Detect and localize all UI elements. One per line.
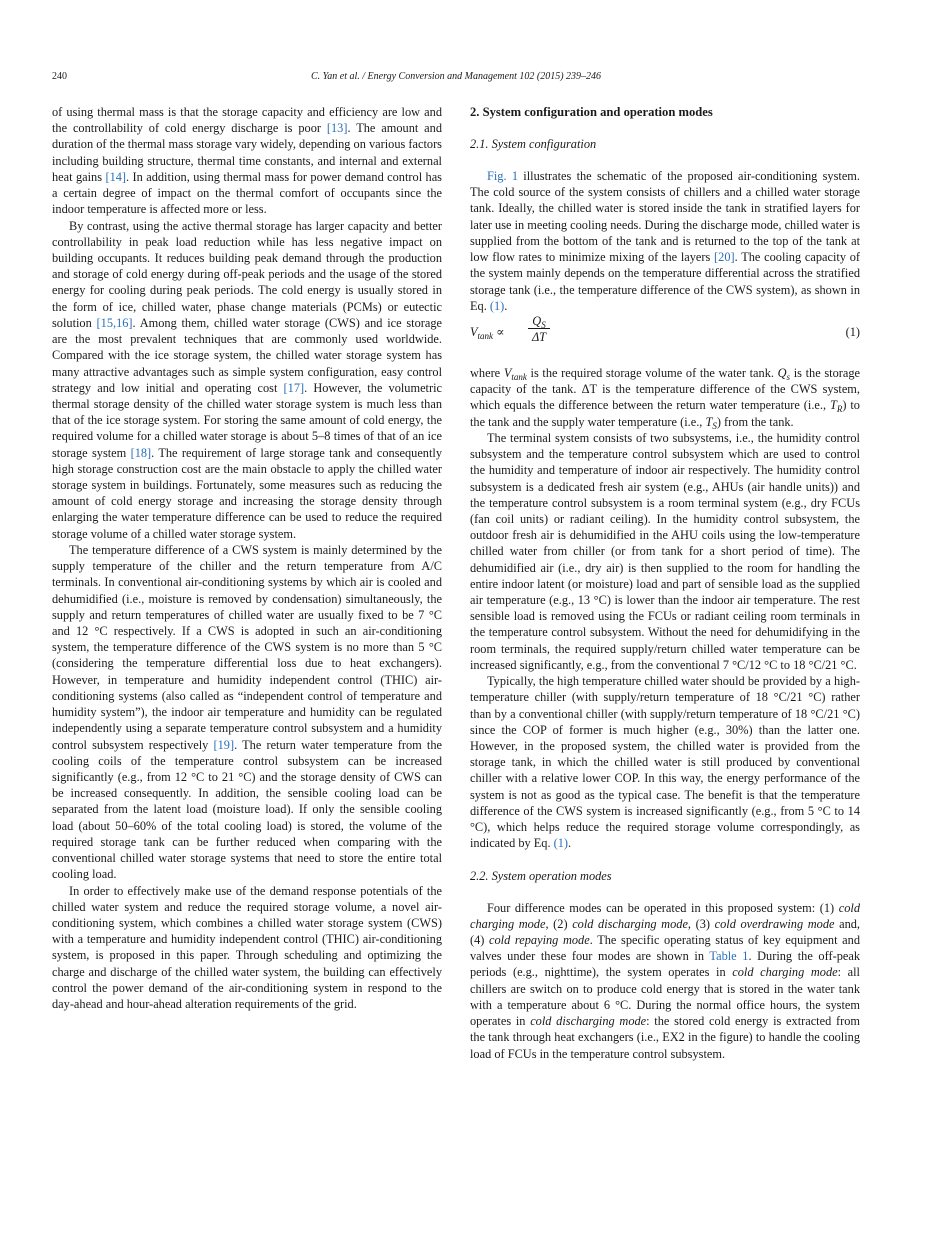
paragraph-terminal-system: The terminal system consists of two subsystems, i.e., the humidity control subsystem and the temperature control subsystem which are used to control the humidity and temperature of indoor air respectively. The humidity control subsystem is a dedicated fresh air system (e.g., AHUs (air handle units)) and the temperature control subsystem is a room terminal system (e.g., dry FCUs (fan coil units) or radiant ceiling). In the humidity control subsystem, the outdoor fresh air is dehumidified in the AHU coils using the low-temperature chilled water from chiller (or from tank for a short period of time). The dehumidified air (i.e., dry air) is then supplied to the room for handling the entire indoor latent (or moisture) load and part of sensible load as the supplied air temperature (e.g., 13 °C) is lower than the indoor air temperature. The rest sensible load is removed using the FCUs or radiant ceiling room terminals in the temperature control subsystem. Without the need for dehumidifying in the room terminals, the required supply/return chilled water temperature can be increased significantly, e.g., from the conventional 7 °C/12 °C to 18 °C/21 °C. <box>470 430 860 672</box>
equation-lhs: $V_{tank}$ ∝ <box>470 324 505 341</box>
paragraph-active-storage: By contrast, using the active thermal storage has larger capacity and better controllability in peak load reduction while has less negative impact on building occupants. It reduces building peak demand through the production and storage of cold energy during off-peak periods and the usage of the stored energy for cooling during peak periods. The cold energy is usually stored in the form of ice, chilled water, phase change materials (PCMs) or eutectic solution [15,16]. Among them, chilled water storage (CWS) and ice storage are the most prevalent techniques that are commonly used worldwide. Compared with the ice storage system, the chilled water storage system has many attractive advantages such as simple system configuration, easy control strategy and low initial and operating cost [17]. However, the volumetric thermal storage density of the chilled water storage system is much less than that of the ice storage system. For storing the same amount of cold energy, the required volume for a chilled water storage is about 5–8 times of that of an ice storage system [18]. The requirement of large storage tank and consequently high storage construction cost are the main obstacle to apply the chilled water storage system in buildings. Fortunately, some measures such as reducing the amount of cold energy storage and increasing the storage density through enlarging the water temperature difference can be used to reduce the required storage volume of a chilled water storage system. <box>52 218 443 541</box>
paragraph-thermal-mass: of using thermal mass is that the storage capacity and efficiency are low and the controllability of cold energy discharge is poor [13]. The amount and duration of the thermal mass storage vary widely, depending on various factors including building structure, thermal time constants, and internal and external heat gains [14]. In addition, using thermal mass for power demand control has a certain degree of impact on the thermal comfort of occupants since the indoor temperature is affected more or less. <box>52 105 442 217</box>
paragraph-operation-modes: Four difference modes can be operated in this proposed system: (1) cold charging mode, (2) cold discharging mode, (3) cold overdrawing mode and, (4) cold repaying mode. The specific operating status of key equipment and valves under these four modes are shown in Table 1. During the off-peak periods (e.g., nighttime), the system operates in cold charging mode: all chillers are switch on to produce cold energy that is stored in the water tank with a temperature about 6 °C. During the normal office hours, the system operates in cold discharging mode: the stored cold energy is extracted from the tank through heat exchangers (i.e., EX2 in the figure) to handle the cooling load of FCUs in the temperature control subsystem. <box>470 900 861 1061</box>
paragraph-equation-explanation: where $V_{tank}$ is the required storage volume of the water tank. $Q_s$ is the storage capacity of the tank. ΔT is the temperature difference of the CWS system, which equals the difference between the return water temperature (i.e., $T_R$) to the tank and the supply water temperature (i.e., $T_S$) from the tank. <box>470 365 860 431</box>
citation-19[interactable]: [19] <box>213 737 235 752</box>
section-title: 2. System configuration and operation modes <box>470 105 713 119</box>
citation-14[interactable]: [14] <box>105 169 127 184</box>
paragraph-temperature-difference: The temperature difference of a CWS system is mainly determined by the supply temperature of the chiller and the return temperature from A/C terminals. In conventional air-conditioning systems by which air is cooled and dehumidified (i.e., moisture is removed by condensation) simultaneously, the supply and return temperatures of chilled water are usually fixed to be 7 °C and 12 °C respectively. If a CWS is adopted in such an air-conditioning system, the temperature difference of the CWS system is no more than 5 °C (considering the temperature differential loss due to heat exchangers). However, in temperature and humidity independent control (THIC) air-conditioning systems (also called as “independent control of temperature and humidity system”), the indoor air temperature and humidity can be regulated independently using a separate temperature control subsystem and a humidity control subsystem respectively [19]. The return water temperature from the cooling coils of the temperature control subsystem can be increased significantly (e.g., from 12 °C to 21 °C) and the storage density of CWS can be increased consequently. In addition, the sensible cooling load can be separated from the latent load (moisture load). If only the sensible cooling load (about 50–60% of the total cooling load) is stored, the volume of the required storage tank can be further reduced when comparing with the conventional chilled water storage systems that need to store the entire total cooling load. <box>52 542 442 882</box>
citation-18[interactable]: [18] <box>130 445 152 460</box>
paragraph-configuration: Fig. 1 illustrates the schematic of the proposed air-conditioning system. The cold source of the system consists of chillers and a chilled water storage tank. Ideally, the chilled water is stored inside the tank in stratified layers for later use in meeting cooling needs. During the discharge mode, chilled water is supplied from the bottom of the tank and is returned to the top of the tank at low flow rates to minimize mixing of the layers [20]. The cooling capacity of the system mainly depends on the temperature differential across the stratified storage tank (i.e., the temperature difference of the CWS system), as shown in Eq. (1). <box>470 169 860 313</box>
page-header <box>52 71 860 89</box>
paragraph-proposed-system: In order to effectively make use of the demand response potentials of the chilled water system and reduce the required storage volume, a novel air-conditioning system, which combines a chilled water storage system (CWS) with a temperature and humidity independent control (THIC) air-conditioning system, is proposed in this paper. Through scheduling and optimizing the charge and discharge of the chilled water system, the building can effectively control the power demand of the air-conditioning system in respond to the day-ahead and hour-ahead alteration requirements of the grid. <box>52 883 442 1012</box>
left-column <box>52 104 442 1012</box>
page-number: 240 <box>52 71 67 82</box>
subsection-title-configuration: 2.1. System configuration <box>470 137 597 151</box>
equation-number: (1) <box>845 324 860 339</box>
subsection-title-operation-modes: 2.2. System operation modes <box>470 868 612 883</box>
equation-1 <box>470 313 860 365</box>
equation-1-link-2[interactable]: (1) <box>553 836 569 851</box>
equation-fraction: $\frac{Q_S}{\Delta T}$ <box>528 314 550 345</box>
running-title: C. Yan et al. / Energy Conversion and Management 102 (2015) 239–246 <box>310 71 602 82</box>
citation-15-16[interactable]: [15,16] <box>96 315 133 330</box>
table-1-link[interactable]: Table 1 <box>709 949 749 964</box>
citation-17[interactable]: [17] <box>283 380 305 395</box>
citation-20[interactable]: [20] <box>714 250 735 265</box>
right-column <box>470 104 860 1062</box>
equation-1-link[interactable]: (1) <box>489 298 505 313</box>
paragraph-high-temperature-chiller: Typically, the high temperature chilled water should be provided by a high-temperature chiller (with supply/return temperature of 18 °C/21 °C) rather than by a conventional chiller (with supply/return temperature of 18 °C/21 °C) since the COP of former is much higher (e.g., 30%) than the latter one. However, in the proposed system, the chilled water is provided from the storage tank, in which the chilled water is still produced by conventional chiller with a relative lower COP. In this way, the energy performance of the system is not as good as the typical case. The benefit is that the temperature difference of the CWS system is increased significantly (e.g., from 5 °C to 14 °C), which helps reduce the required storage volume correspondingly, as indicated by Eq. (1). <box>470 674 860 851</box>
figure-1-link[interactable]: Fig. 1 <box>487 169 519 183</box>
citation-13[interactable]: [13] <box>326 121 348 136</box>
